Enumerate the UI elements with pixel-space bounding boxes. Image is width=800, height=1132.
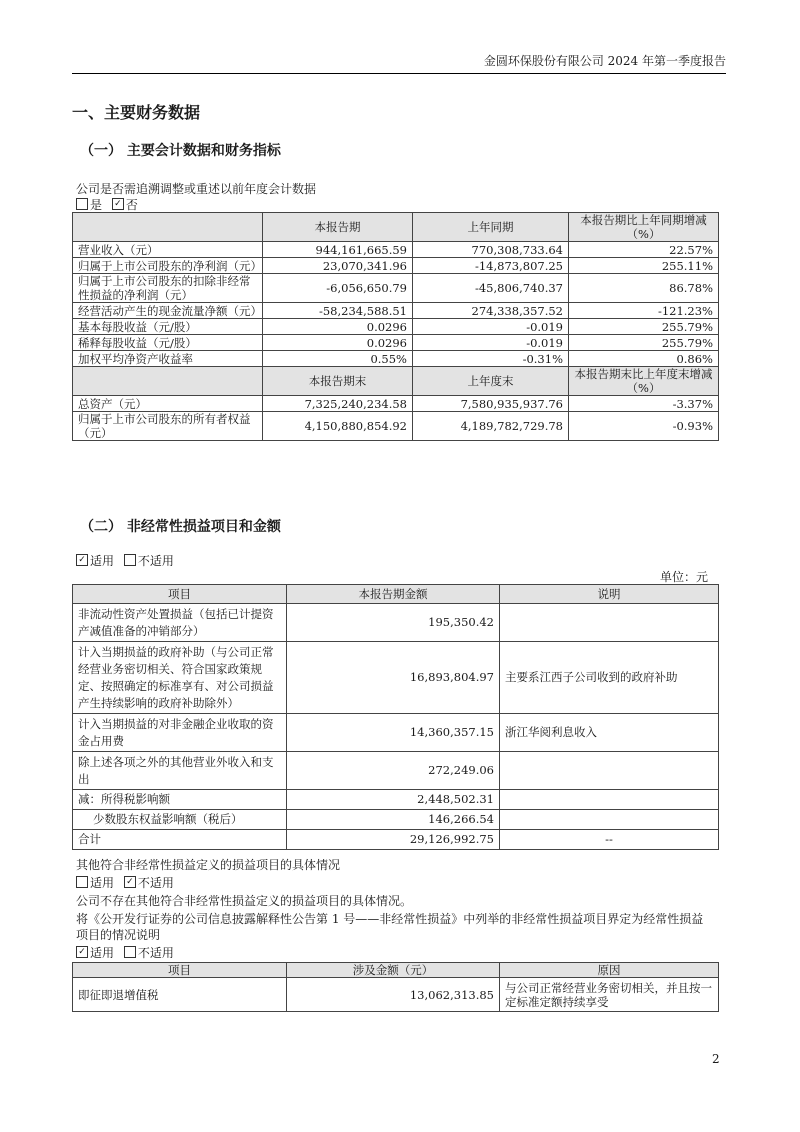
other-items-text: 公司不存在其他符合非经常性损益定义的损益项目的具体情况。 bbox=[76, 894, 413, 908]
restatement-question: 公司是否需追溯调整或重述以前年度会计数据 bbox=[76, 182, 317, 196]
page-header: 金圆环保股份有限公司 2024 年第一季度报告 bbox=[72, 52, 726, 74]
row-label: 归属于上市公司股东的扣除非经常性损益的净利润（元） bbox=[73, 274, 263, 303]
header-cell: 上年同期 bbox=[413, 213, 569, 242]
table-subheader-row bbox=[73, 367, 719, 396]
table-row bbox=[73, 258, 719, 274]
subsection-title-key-data: （一） 主要会计数据和财务指标 bbox=[80, 143, 281, 159]
cell-value: 4,150,880,854.92 bbox=[263, 412, 413, 441]
cell-value: 0.0296 bbox=[263, 335, 413, 351]
row-label: 即征即退增值税 bbox=[73, 978, 287, 1012]
cell-value: 86.78% bbox=[569, 274, 719, 303]
header-cell: 本报告期末 bbox=[263, 367, 413, 396]
header-cell bbox=[73, 213, 263, 242]
checkbox-not-applicable[interactable] bbox=[124, 946, 136, 958]
header-cell: 上年度末 bbox=[413, 367, 569, 396]
reclass-text-line2: 项目的情况说明 bbox=[76, 928, 161, 942]
cell-note: 主要系江西子公司收到的政府补助 bbox=[500, 642, 719, 714]
cell-note bbox=[500, 790, 719, 810]
cell-value: -45,806,740.37 bbox=[413, 274, 569, 303]
cell-value: 13,062,313.85 bbox=[287, 978, 500, 1012]
table-row bbox=[73, 303, 719, 319]
table-row bbox=[73, 396, 719, 412]
table-row bbox=[73, 752, 719, 790]
row-label: 营业收入（元） bbox=[73, 242, 263, 258]
cell-value: -0.93% bbox=[569, 412, 719, 441]
row-label: 除上述各项之外的其他营业外收入和支出 bbox=[73, 752, 287, 790]
row-label: 稀释每股收益（元/股） bbox=[73, 335, 263, 351]
checkbox-applicable[interactable] bbox=[76, 554, 88, 566]
cell-note: -- bbox=[500, 830, 719, 850]
table-row bbox=[73, 604, 719, 642]
table-header-row bbox=[73, 213, 719, 242]
not-applicable-label: 不适用 bbox=[137, 876, 174, 890]
cell-value: 29,126,992.75 bbox=[287, 830, 500, 850]
header-cell: 本报告期 bbox=[263, 213, 413, 242]
restatement-options bbox=[76, 196, 138, 213]
section-title-financial-data: 一、主要财务数据 bbox=[72, 103, 201, 122]
header-cell: 原因 bbox=[500, 963, 719, 978]
cell-value: 255.79% bbox=[569, 335, 719, 351]
cell-value: 274,338,357.52 bbox=[413, 303, 569, 319]
cell-value: -0.019 bbox=[413, 335, 569, 351]
page-number: 2 bbox=[712, 1052, 720, 1066]
table-row bbox=[73, 335, 719, 351]
cell-value: -0.019 bbox=[413, 319, 569, 335]
reclass-text-line1: 将《公开发行证券的公司信息披露解释性公告第 1 号——非经常性损益》中列举的非经常性损益项目界定为经常性损益 bbox=[76, 912, 704, 926]
not-applicable-label: 不适用 bbox=[137, 946, 174, 960]
row-label: 减：所得税影响额 bbox=[73, 790, 287, 810]
checkbox-not-applicable[interactable] bbox=[124, 554, 136, 566]
row-label: 归属于上市公司股东的净利润（元） bbox=[73, 258, 263, 274]
checkbox-no[interactable] bbox=[112, 198, 124, 210]
cell-note: 浙江华阅利息收入 bbox=[500, 714, 719, 752]
table-header-row bbox=[73, 963, 719, 978]
table-total-row bbox=[73, 830, 719, 850]
cell-value: 0.55% bbox=[263, 351, 413, 367]
cell-value: 770,308,733.64 bbox=[413, 242, 569, 258]
cell-value: 0.0296 bbox=[263, 319, 413, 335]
cell-value: 195,350.42 bbox=[287, 604, 500, 642]
table-row bbox=[73, 714, 719, 752]
cell-value: -3.37% bbox=[569, 396, 719, 412]
row-label: 基本每股收益（元/股） bbox=[73, 319, 263, 335]
header-cell: 本报告期比上年同期增减（%） bbox=[569, 213, 719, 242]
table-row bbox=[73, 351, 719, 367]
table-row bbox=[73, 790, 719, 810]
row-label: 总资产（元） bbox=[73, 396, 263, 412]
table-row bbox=[73, 412, 719, 441]
cell-value: 7,325,240,234.58 bbox=[263, 396, 413, 412]
subsection-title-nonrecurring: （二） 非经常性损益项目和金额 bbox=[80, 519, 281, 535]
checkbox-applicable[interactable] bbox=[76, 876, 88, 888]
cell-note bbox=[500, 752, 719, 790]
cell-value: -6,056,650.79 bbox=[263, 274, 413, 303]
cell-value: 2,448,502.31 bbox=[287, 790, 500, 810]
other-items-options bbox=[76, 874, 174, 891]
cell-value: 16,893,804.97 bbox=[287, 642, 500, 714]
table-row bbox=[73, 242, 719, 258]
checkbox-yes[interactable] bbox=[76, 198, 88, 210]
cell-value: 7,580,935,937.76 bbox=[413, 396, 569, 412]
table-header-row bbox=[73, 585, 719, 604]
cell-value: 4,189,782,729.78 bbox=[413, 412, 569, 441]
header-cell: 本报告期末比上年度末增减（%） bbox=[569, 367, 719, 396]
row-label: 合计 bbox=[73, 830, 287, 850]
option-no-label: 否 bbox=[125, 198, 138, 212]
row-label: 归属于上市公司股东的所有者权益（元） bbox=[73, 412, 263, 441]
cell-value: 272,249.06 bbox=[287, 752, 500, 790]
cell-value: -121.23% bbox=[569, 303, 719, 319]
header-cell: 涉及金额（元） bbox=[287, 963, 500, 978]
checkbox-not-applicable[interactable] bbox=[124, 876, 136, 888]
cell-value: -0.31% bbox=[413, 351, 569, 367]
applicable-label: 适用 bbox=[90, 554, 115, 568]
cell-value: -14,873,807.25 bbox=[413, 258, 569, 274]
header-cell: 说明 bbox=[500, 585, 719, 604]
cell-note: 与公司正常经营业务密切相关，并且按一定标准定额持续享受 bbox=[500, 978, 719, 1012]
cell-value: 146,266.54 bbox=[287, 810, 500, 830]
row-label: 计入当期损益的对非金融企业收取的资金占用费 bbox=[73, 714, 287, 752]
cell-value: 944,161,665.59 bbox=[263, 242, 413, 258]
header-cell: 本报告期金额 bbox=[287, 585, 500, 604]
cell-value: 255.79% bbox=[569, 319, 719, 335]
cell-value: 14,360,357.15 bbox=[287, 714, 500, 752]
key-financial-table bbox=[72, 212, 719, 441]
row-label: 加权平均净资产收益率 bbox=[73, 351, 263, 367]
table-row bbox=[73, 810, 719, 830]
applicable-label: 适用 bbox=[90, 876, 115, 890]
table-row bbox=[73, 319, 719, 335]
row-label: 非流动性资产处置损益（包括已计提资产减值准备的冲销部分） bbox=[73, 604, 287, 642]
cell-note bbox=[500, 604, 719, 642]
not-applicable-label: 不适用 bbox=[137, 554, 174, 568]
table-row bbox=[73, 978, 719, 1012]
row-label: 经营活动产生的现金流量净额（元） bbox=[73, 303, 263, 319]
cell-value: 255.11% bbox=[569, 258, 719, 274]
cell-value: 0.86% bbox=[569, 351, 719, 367]
applicable-label: 适用 bbox=[90, 946, 115, 960]
table-row bbox=[73, 274, 719, 303]
unit-label: 单位：元 bbox=[660, 570, 709, 584]
row-label: 少数股东权益影响额（税后） bbox=[73, 810, 287, 830]
header-cell: 项目 bbox=[73, 585, 287, 604]
reclass-options bbox=[76, 944, 174, 961]
header-cell: 项目 bbox=[73, 963, 287, 978]
cell-value: 22.57% bbox=[569, 242, 719, 258]
cell-value: 23,070,341.96 bbox=[263, 258, 413, 274]
header-cell bbox=[73, 367, 263, 396]
nonrecurring-table bbox=[72, 584, 719, 850]
reclass-table bbox=[72, 962, 719, 1012]
cell-value: -58,234,588.51 bbox=[263, 303, 413, 319]
option-yes-label: 是 bbox=[90, 198, 103, 212]
other-items-title: 其他符合非经常性损益定义的损益项目的具体情况 bbox=[76, 858, 341, 872]
cell-note bbox=[500, 810, 719, 830]
applicable-options bbox=[76, 552, 174, 569]
row-label: 计入当期损益的政府补助（与公司正常经营业务密切相关、符合国家政策规定、按照确定的标准享有、对公司损益产生持续影响的政府补助除外） bbox=[73, 642, 287, 714]
checkbox-applicable[interactable] bbox=[76, 946, 88, 958]
table-row bbox=[73, 642, 719, 714]
